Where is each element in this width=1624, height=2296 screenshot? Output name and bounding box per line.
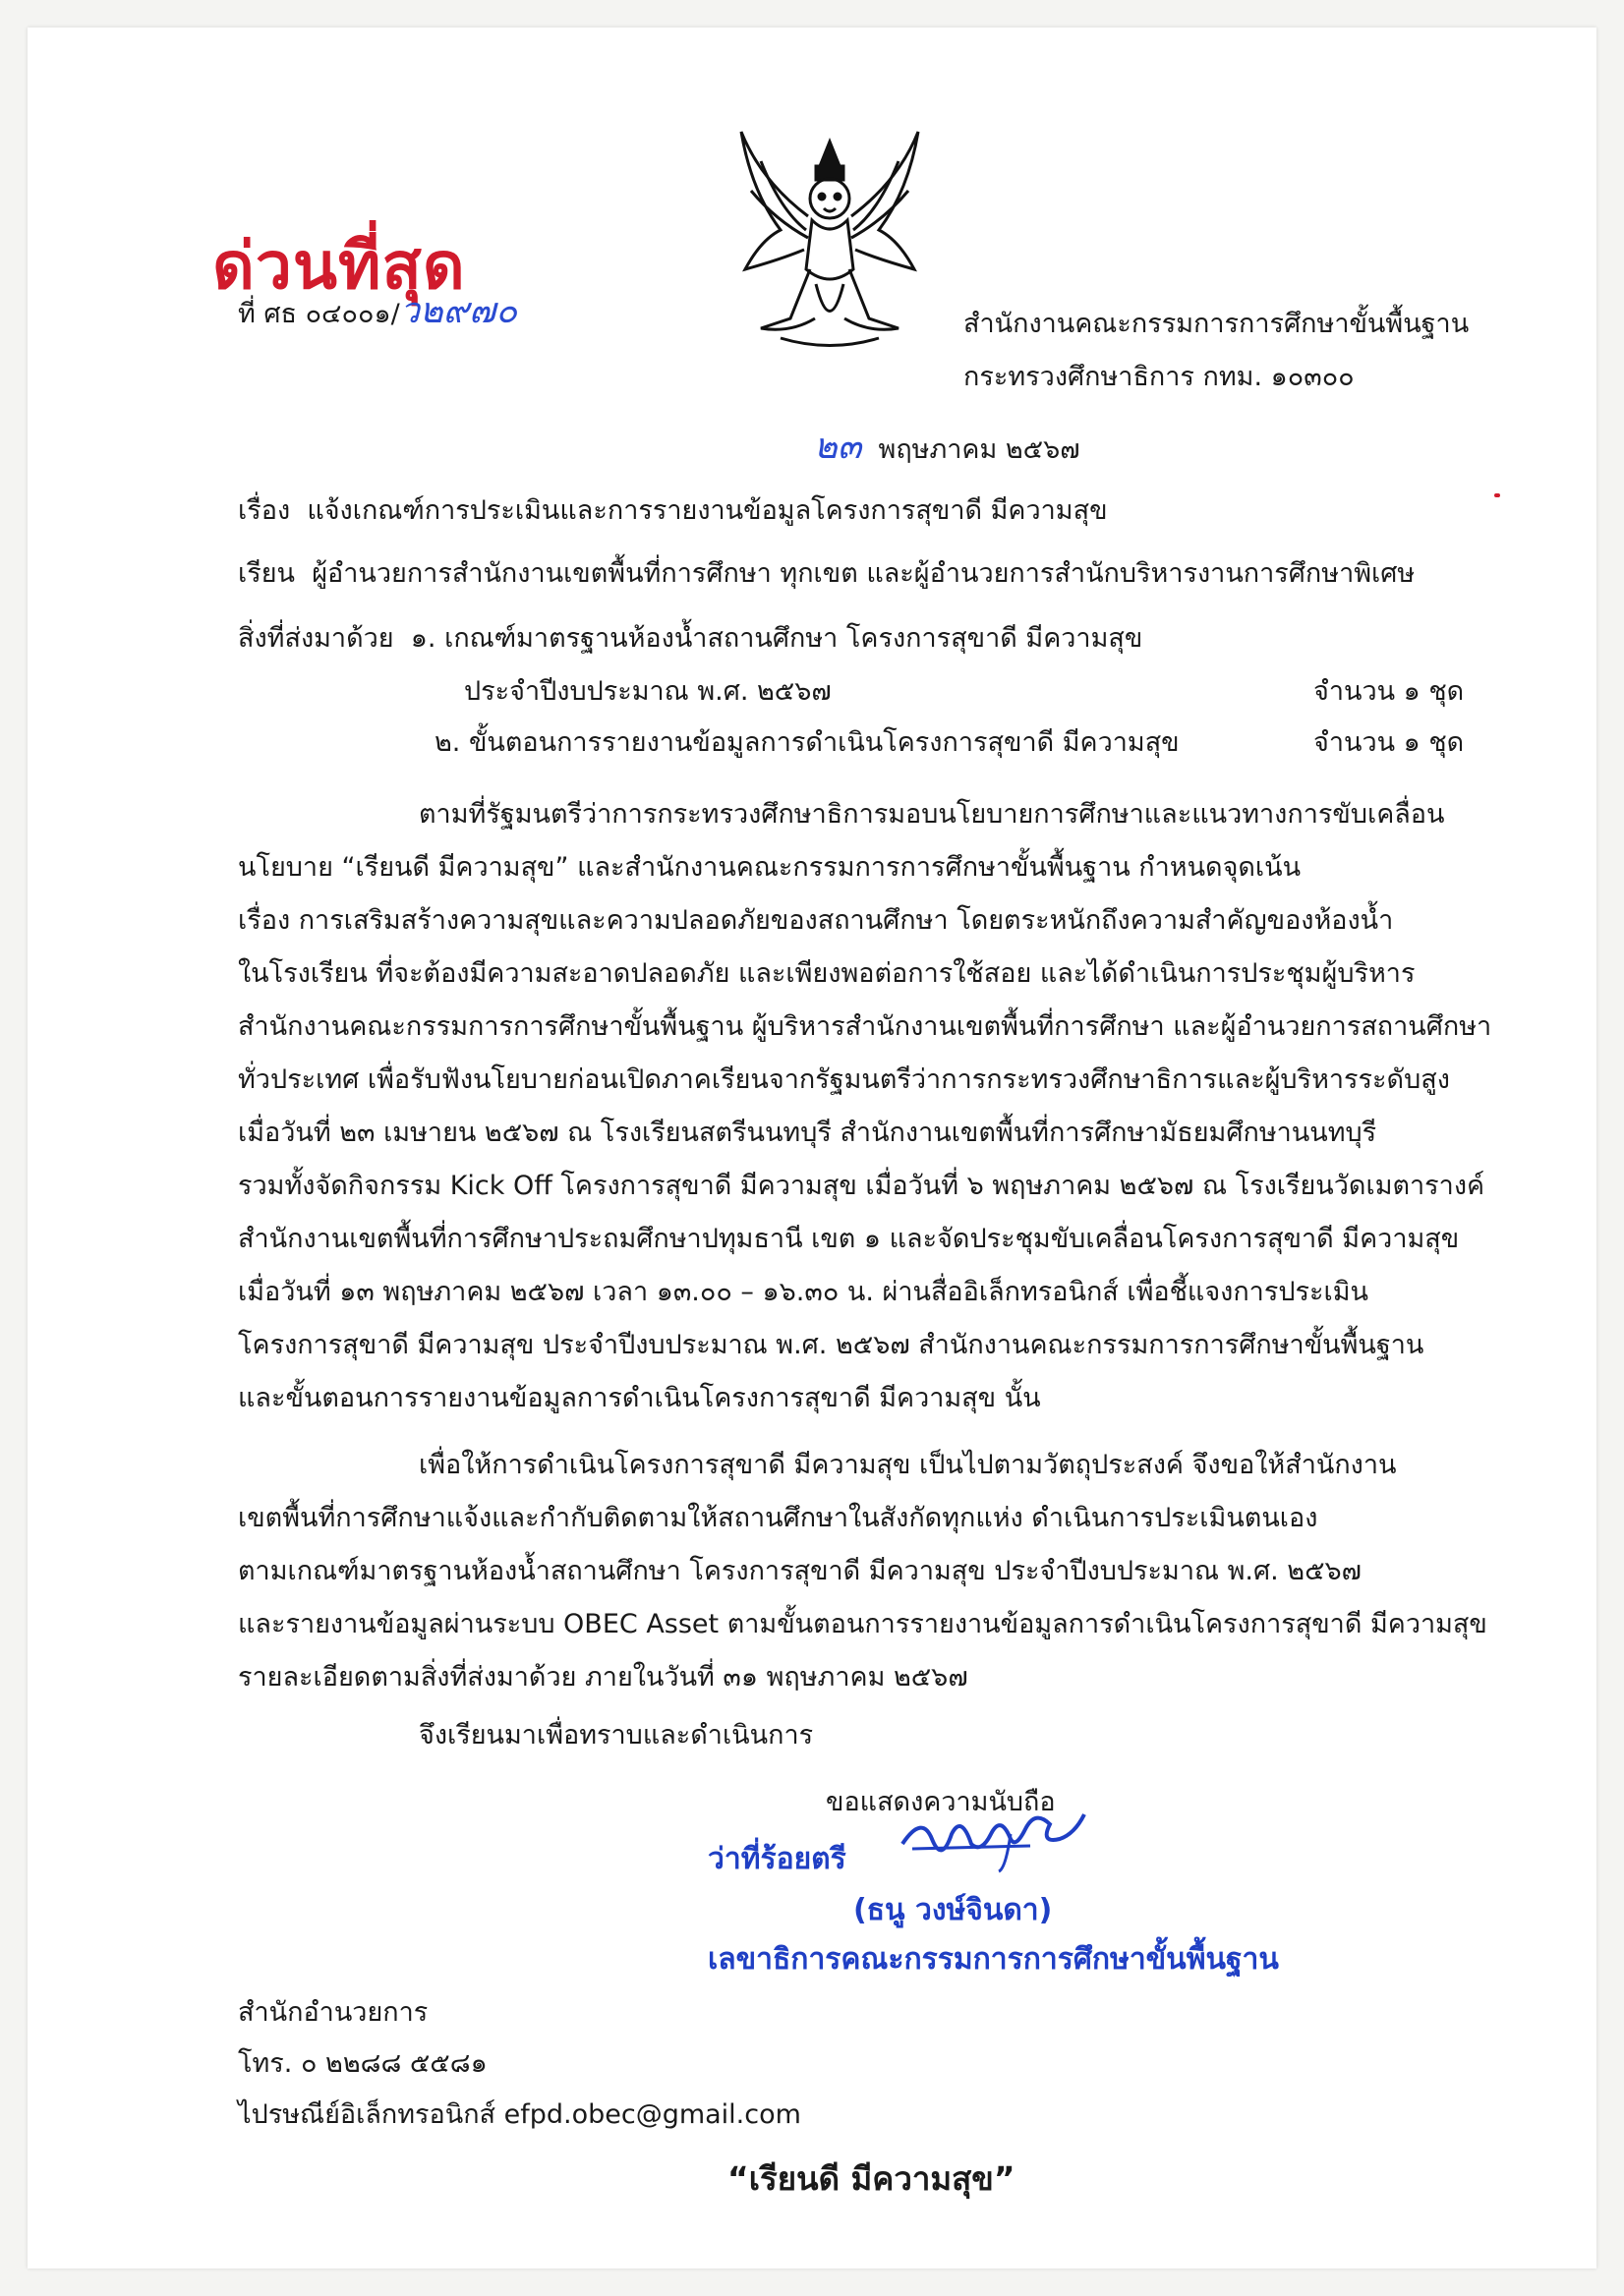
paragraph-1-line: สำนักงานเขตพื้นที่การศึกษาประถมศึกษาปทุมธานี เขต ๑ และจัดประชุมขับเคลื่อนโครงการสุขาดี มีความสุข bbox=[238, 1224, 1460, 1254]
paragraph-1-line: เมื่อวันที่ ๑๓ พฤษภาคม ๒๕๖๗ เวลา ๑๓.๐๐ – ๑๖.๓๐ น. ผ่านสื่ออิเล็กทรอนิกส์ เพื่อชี้แจงการประเมิน bbox=[238, 1277, 1368, 1307]
letter-date bbox=[814, 427, 1080, 467]
contact-phone: โทร. ๐ ๒๒๘๘ ๕๕๘๑ bbox=[238, 2048, 488, 2079]
paragraph-2-line: รายละเอียดตามสิ่งที่ส่งมาด้วย ภายในวันที่ ๓๑ พฤษภาคม ๒๕๖๗ bbox=[238, 1662, 968, 1693]
contact-office: สำนักอำนวยการ bbox=[238, 1997, 429, 2028]
document-number bbox=[238, 291, 517, 331]
paragraph-1-line: เมื่อวันที่ ๒๓ เมษายน ๒๕๖๗ ณ โรงเรียนสตรีนนทบุรี สำนักงานเขตพื้นที่การศึกษามัธยมศึกษานนทบุรี bbox=[238, 1118, 1377, 1148]
signer-title: เลขาธิการคณะกรรมการการศึกษาขั้นพื้นฐาน bbox=[708, 1942, 1279, 1977]
document-number-prefix: ที่ ศธ ๐๔๐๐๑/ bbox=[238, 299, 400, 329]
enclosure-1-title: ๑. เกณฑ์มาตรฐานห้องน้ำสถานศึกษา โครงการสุขาดี มีความสุข bbox=[410, 623, 1143, 654]
paragraph-2-line: เขตพื้นที่การศึกษาแจ้งและกำกับติดตามให้สถานศึกษาในสังกัดทุกแห่ง ดำเนินการประเมินตนเอง bbox=[238, 1503, 1318, 1533]
closing-request: จึงเรียนมาเพื่อทราบและดำเนินการ bbox=[419, 1720, 814, 1751]
paragraph-1-line: ตามที่รัฐมนตรีว่าการกระทรวงศึกษาธิการมอบนโยบายการศึกษาและแนวทางการขับเคลื่อน bbox=[419, 799, 1445, 830]
enclosure-1-count: จำนวน ๑ ชุด bbox=[1313, 676, 1465, 707]
paragraph-1-line: เรื่อง การเสริมสร้างความสุขและความปลอดภัยของสถานศึกษา โดยตระหนักถึงความสำคัญของห้องน้ำ bbox=[238, 905, 1394, 936]
recipient-label: เรียน bbox=[238, 558, 296, 589]
enclosure-label: สิ่งที่ส่งมาด้วย bbox=[238, 623, 394, 654]
subject-row bbox=[238, 495, 1108, 526]
enclosure-1-subtitle: ประจำปีงบประมาณ พ.ศ. ๒๕๖๗ bbox=[464, 676, 832, 707]
paragraph-1-line: ในโรงเรียน ที่จะต้องมีความสะอาดปลอดภัย และเพียงพอต่อการใช้สอย และได้ดำเนินการประชุมผู้บริหาร bbox=[238, 958, 1416, 989]
enclosure-2-count: จำนวน ๑ ชุด bbox=[1313, 727, 1465, 758]
date-day-handwritten: ๒๓ bbox=[814, 427, 862, 467]
organization-address: กระทรวงศึกษาธิการ กทม. ๑๐๓๐๐ bbox=[963, 362, 1355, 392]
date-month-year: พฤษภาคม ๒๕๖๗ bbox=[878, 434, 1080, 465]
closing-regards: ขอแสดงความนับถือ bbox=[826, 1787, 1056, 1817]
paragraph-1-line: โครงการสุขาดี มีความสุข ประจำปีงบประมาณ พ.ศ. ๒๕๖๗ สำนักงานคณะกรรมการการศึกษาขั้นพื้นฐาน bbox=[238, 1330, 1424, 1360]
paragraph-1-line: สำนักงานคณะกรรมการการศึกษาขั้นพื้นฐาน ผู้บริหารสำนักงานเขตพื้นที่การศึกษา และผู้อำนวยการสถานศึกษา bbox=[238, 1011, 1492, 1042]
red-ink-dot bbox=[1494, 493, 1500, 497]
paragraph-2-line: ตามเกณฑ์มาตรฐานห้องน้ำสถานศึกษา โครงการสุขาดี มีความสุข ประจำปีงบประมาณ พ.ศ. ๒๕๖๗ bbox=[238, 1556, 1362, 1586]
document-number-handwritten: ว๒๙๗๐ bbox=[399, 291, 518, 331]
paragraph-2-line: เพื่อให้การดำเนินโครงการสุขาดี มีความสุข เป็นไปตามวัตถุประสงค์ จึงขอให้สำนักงาน bbox=[419, 1450, 1397, 1480]
paragraph-1-line: นโยบาย “เรียนดี มีความสุข” และสำนักงานคณะกรรมการการศึกษาขั้นพื้นฐาน กำหนดจุดเน้น bbox=[238, 852, 1302, 883]
paragraph-1-line: ทั่วประเทศ เพื่อรับฟังนโยบายก่อนเปิดภาคเรียนจากรัฐมนตรีว่าการกระทรวงศึกษาธิการและผู้บริหารระดับสูง bbox=[238, 1064, 1450, 1095]
signer-rank: ว่าที่ร้อยตรี bbox=[708, 1842, 846, 1876]
enclosure-row-1 bbox=[238, 623, 1142, 654]
footer-slogan: “เรียนดี มีความสุข” bbox=[727, 2159, 1015, 2198]
signer-name: (ธนู วงษ์จินดา) bbox=[853, 1893, 1053, 1927]
issuing-organization: สำนักงานคณะกรรมการการศึกษาขั้นพื้นฐาน bbox=[963, 309, 1470, 339]
recipient-text: ผู้อำนวยการสำนักงานเขตพื้นที่การศึกษา ทุกเขต และผู้อำนวยการสำนักบริหารงานการศึกษาพิเศษ bbox=[312, 558, 1416, 589]
paragraph-1-line: และขั้นตอนการรายงานข้อมูลการดำเนินโครงการสุขาดี มีความสุข นั้น bbox=[238, 1383, 1041, 1413]
urgency-stamp: ด่วนที่สุด bbox=[212, 228, 466, 304]
paragraph-1-line: รวมทั้งจัดกิจกรรม Kick Off โครงการสุขาดี มีความสุข เมื่อวันที่ ๖ พฤษภาคม ๒๕๖๗ ณ โรงเรียนวัดเมตารางค์ bbox=[238, 1171, 1485, 1201]
recipient-row bbox=[238, 558, 1415, 589]
garuda-emblem-icon bbox=[722, 122, 938, 358]
paragraph-2-line: และรายงานข้อมูลผ่านระบบ OBEC Asset ตามขั้นตอนการรายงานข้อมูลการดำเนินโครงการสุขาดี มีความสุข bbox=[238, 1609, 1487, 1639]
subject-text: แจ้งเกณฑ์การประเมินและการรายงานข้อมูลโครงการสุขาดี มีความสุข bbox=[307, 495, 1108, 526]
enclosure-2-title: ๒. ขั้นตอนการรายงานข้อมูลการดำเนินโครงการสุขาดี มีความสุข bbox=[435, 727, 1180, 758]
letter-page bbox=[28, 28, 1596, 2268]
subject-label: เรื่อง bbox=[238, 495, 291, 526]
contact-email: ไปรษณีย์อิเล็กทรอนิกส์ efpd.obec@gmail.com bbox=[238, 2099, 801, 2130]
signature-image bbox=[893, 1795, 1089, 1873]
